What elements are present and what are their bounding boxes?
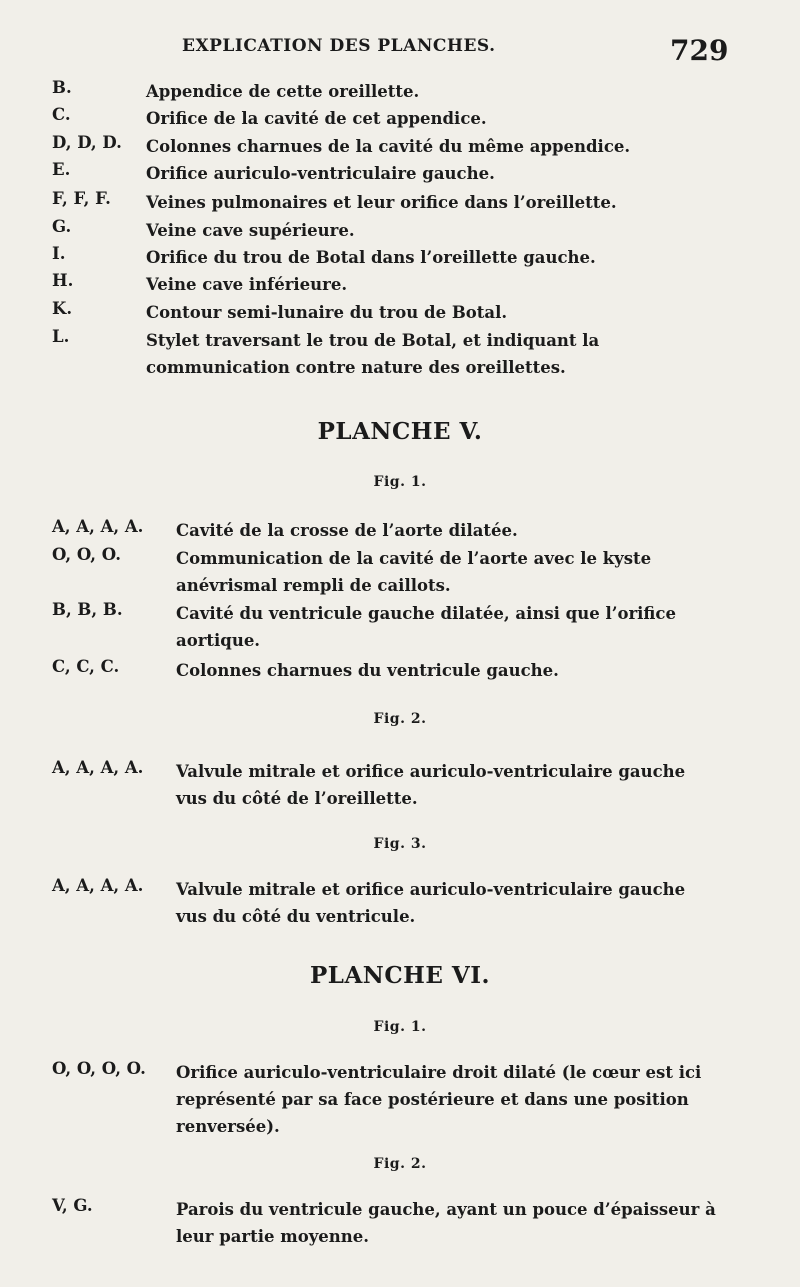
entry-key: C.	[52, 105, 71, 124]
entry-key: L.	[52, 327, 70, 346]
entry-text: Parois du ventricule gauche, ayant un pouce d’épaisseur à leur partie moyenne.	[176, 1200, 716, 1246]
entry-text: Veine cave supérieure.	[146, 221, 355, 240]
entry-key: C, C, C.	[52, 657, 120, 676]
entry-key: G.	[52, 217, 72, 236]
entry-key: O, O, O.	[52, 545, 121, 564]
entry-text: Colonnes charnues de la cavité du même appendice.	[146, 137, 631, 156]
entry-key: A, A, A, A.	[52, 758, 144, 777]
plate-title: PLANCHE VI.	[309, 962, 491, 989]
entry-key: E.	[52, 160, 71, 179]
entry-key: B, B, B.	[52, 600, 123, 619]
entry-text: Valvule mitrale et orifice auriculo-ventriculaire gauche vus du côté de l’oreillette.	[176, 762, 686, 808]
entry-text: Veines pulmonaires et leur orifice dans l’oreillette.	[146, 193, 617, 212]
entry-text: Cavité du ventricule gauche dilatée, ainsi que l’orifice aortique.	[176, 604, 676, 650]
figure-label: Fig. 1.	[373, 474, 427, 490]
entry-key: K.	[52, 299, 73, 318]
figure-label: Fig. 3.	[373, 836, 427, 852]
entry-key: O, O, O, O.	[52, 1059, 146, 1078]
entry-text: Orifice du trou de Botal dans l’oreillette gauche.	[146, 248, 596, 267]
entry-text: Communication de la cavité de l’aorte avec le kyste anévrismal rempli de caillots.	[176, 549, 652, 595]
entry-key: B.	[52, 78, 72, 97]
figure-label: Fig. 1.	[373, 1019, 427, 1035]
entry-text: Valvule mitrale et orifice auriculo-ventriculaire gauche vus du côté du ventricule.	[176, 880, 686, 926]
entry-key: H.	[52, 271, 74, 290]
entry-text: Stylet traversant le trou de Botal, et indiquant la communication contre nature des oreillettes.	[146, 331, 600, 377]
plate-title: PLANCHE V.	[317, 418, 483, 445]
entry-text: Appendice de cette oreillette.	[146, 82, 420, 101]
entry-key: F, F, F.	[52, 189, 111, 208]
entry-text: Orifice de la cavité de cet appendice.	[146, 109, 487, 128]
entry-key: V, G.	[52, 1196, 93, 1215]
entry-text: Cavité de la crosse de l’aorte dilatée.	[176, 521, 518, 540]
entry-text: Veine cave inférieure.	[146, 275, 348, 294]
entry-key: A, A, A, A.	[52, 517, 144, 536]
entry-text: Orifice auriculo-ventriculaire gauche.	[146, 164, 495, 183]
entry-text: Contour semi-lunaire du trou de Botal.	[146, 303, 508, 322]
figure-label: Fig. 2.	[373, 711, 427, 727]
entry-key: D, D, D.	[52, 133, 122, 152]
entry-key: I.	[52, 244, 66, 263]
page-number: 729	[670, 34, 729, 67]
running-head: EXPLICATION DES PLANCHES.	[182, 36, 496, 56]
figure-label: Fig. 2.	[373, 1156, 427, 1172]
entry-key: A, A, A, A.	[52, 876, 144, 895]
entry-text: Colonnes charnues du ventricule gauche.	[176, 661, 559, 680]
entry-text: Orifice auriculo-ventriculaire droit dilaté (le cœur est ici représenté par sa face postérieure et dans une position renversée).	[176, 1063, 702, 1136]
